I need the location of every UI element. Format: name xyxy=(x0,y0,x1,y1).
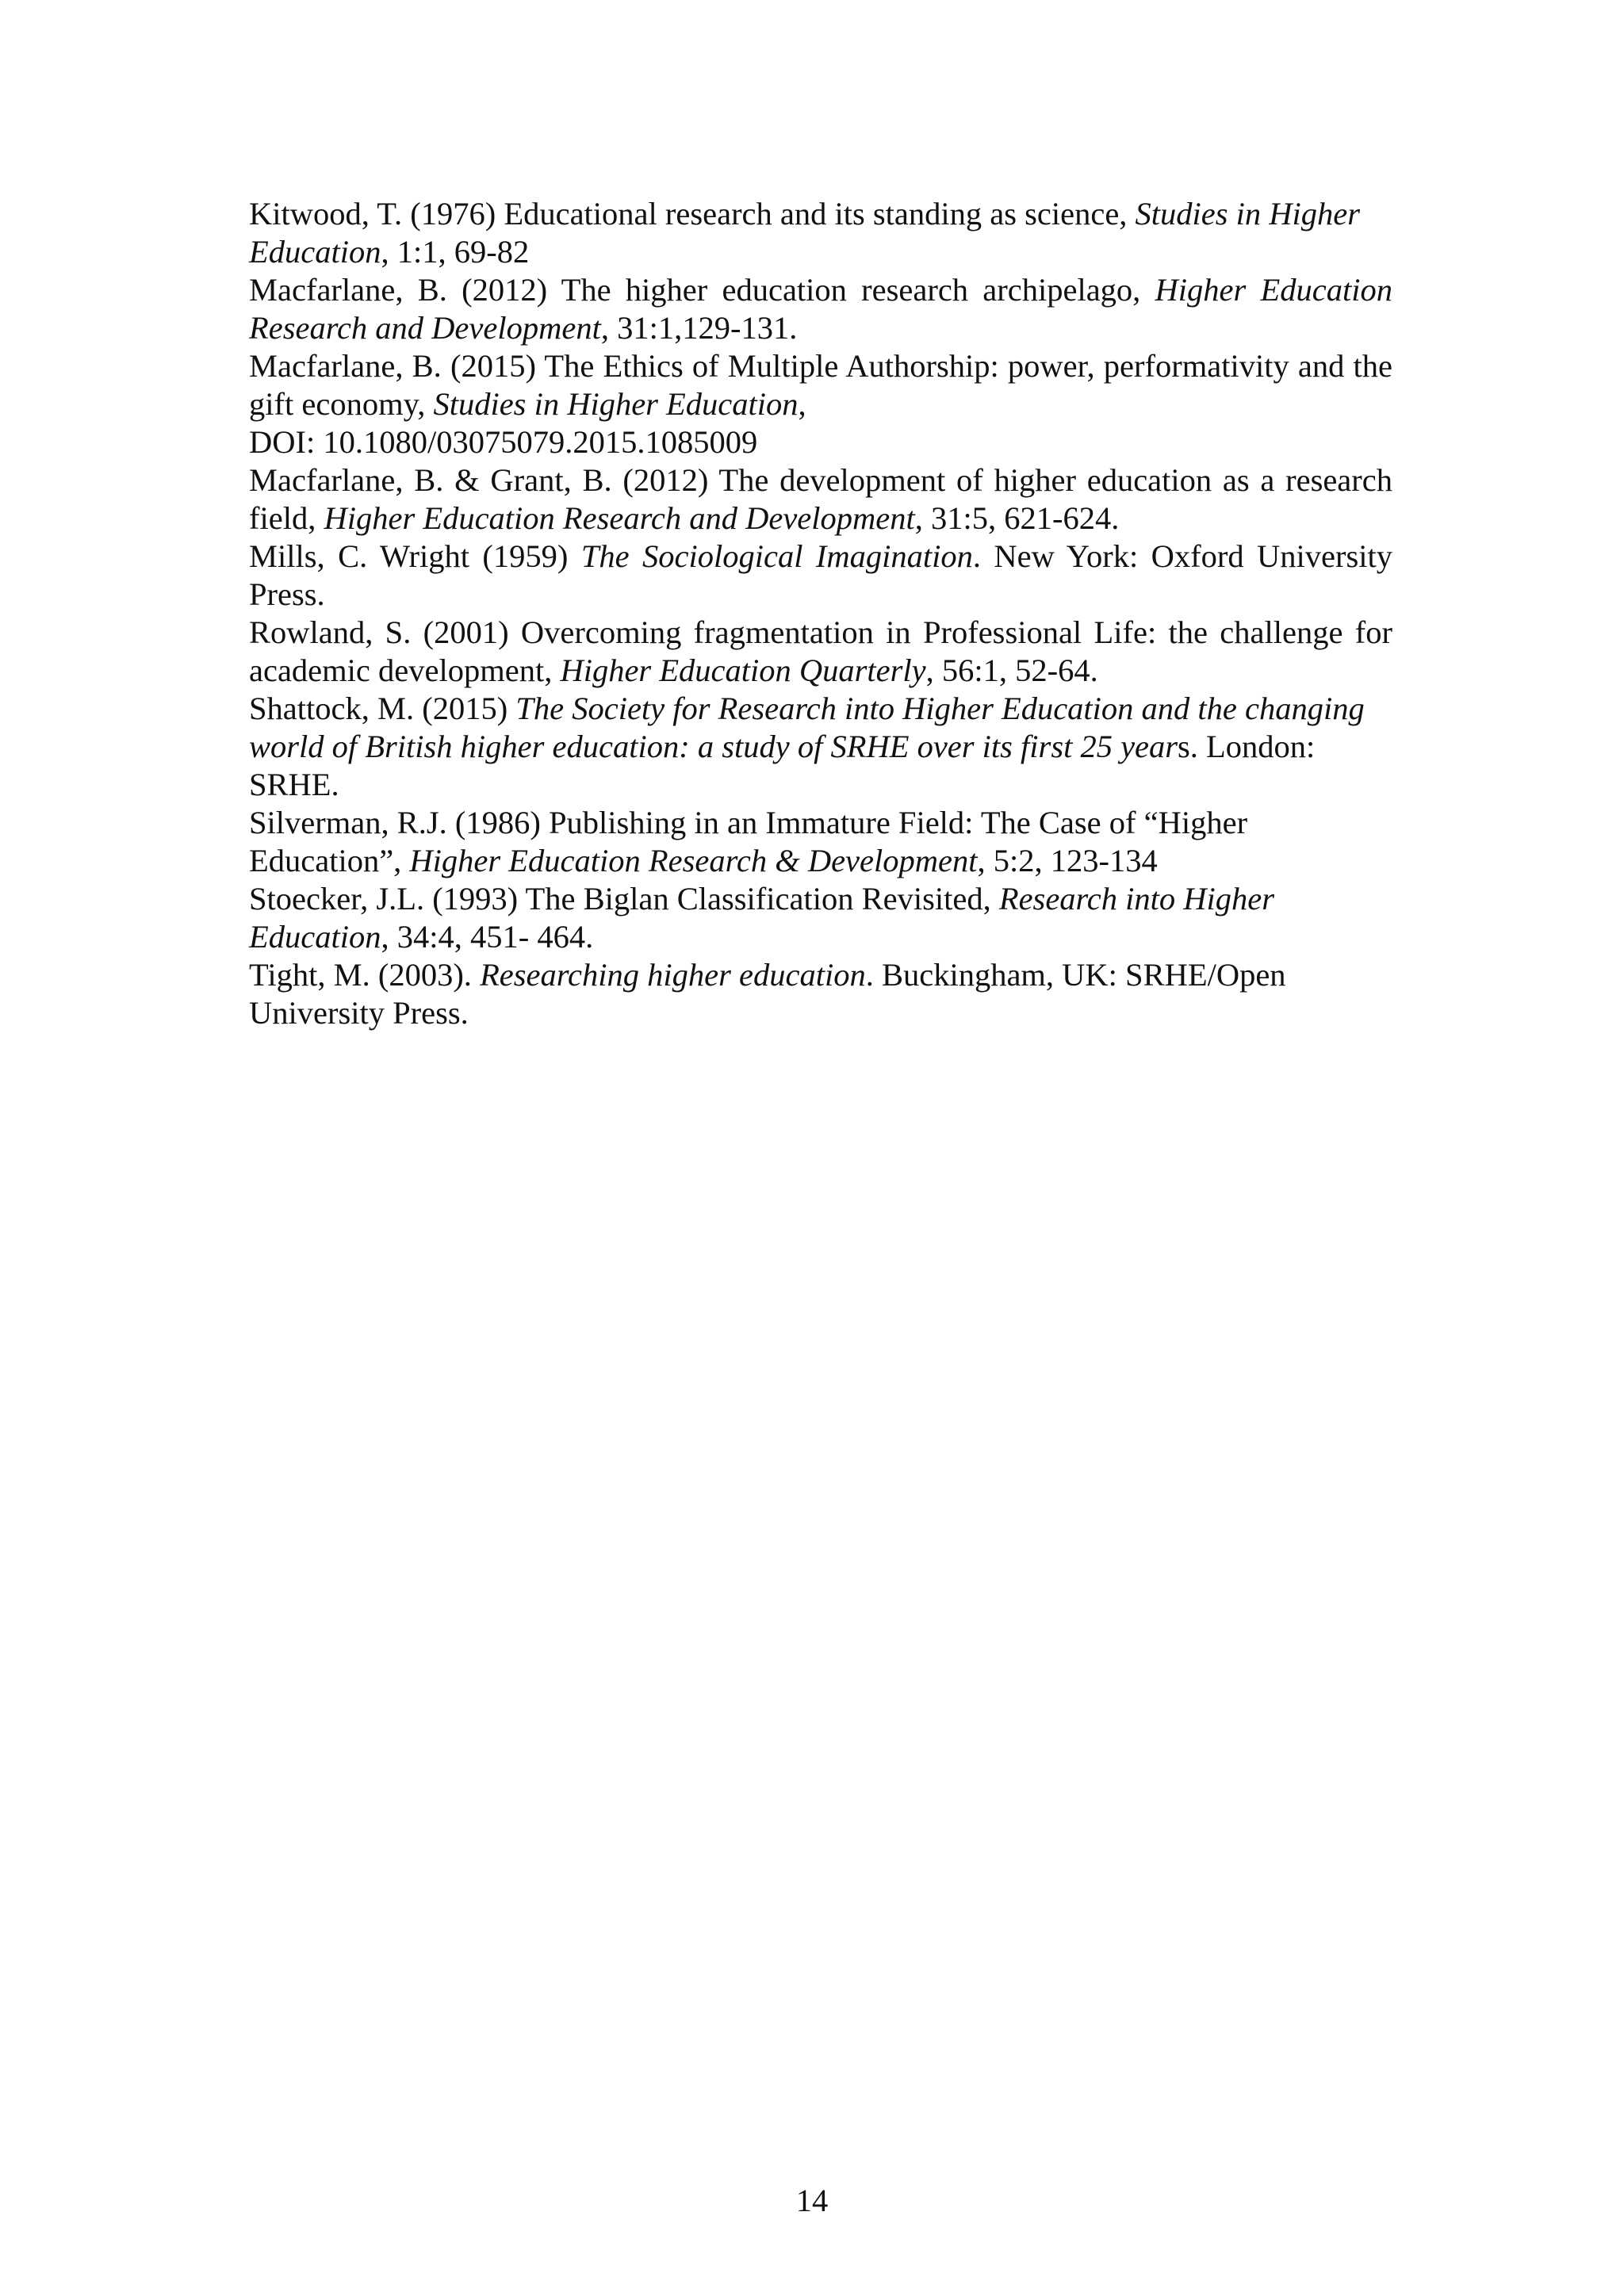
reference-text: Kitwood, T. (1976) Educational research and its standing as science, xyxy=(249,196,1136,232)
reference-text: Macfarlane, B. (2012) The higher education research archipelago, xyxy=(249,272,1155,308)
reference-shattock-2015 xyxy=(249,690,1392,804)
reference-journal: Higher Education Quarterly xyxy=(560,652,926,688)
reference-journal: Higher Education Research & Development xyxy=(409,843,978,878)
reference-stoecker-1993 xyxy=(249,880,1392,956)
reference-book-title: The Sociological Imagination xyxy=(580,538,973,574)
reference-tight-2003 xyxy=(249,956,1392,1032)
reference-kitwood-1976 xyxy=(249,195,1392,271)
reference-rowland-2001 xyxy=(249,614,1392,690)
reference-details: , 31:1,129-131. xyxy=(600,310,798,346)
reference-details: , 31:5, 621-624. xyxy=(914,500,1120,536)
reference-journal: Studies in Higher Education xyxy=(249,196,1361,270)
reference-details: , 1:1, 69-82 xyxy=(381,234,530,270)
reference-text: Mills, C. Wright (1959) xyxy=(249,538,581,574)
reference-doi: DOI: 10.1080/03075079.2015.1085009 xyxy=(249,424,758,460)
reference-macfarlane-grant-2012 xyxy=(249,461,1392,538)
reference-list xyxy=(249,195,1392,1032)
reference-details: . New York: Oxford University Press. xyxy=(249,538,1393,612)
reference-text: Silverman, R.J. (1986) Publishing in an Immature Field: The Case of “Higher Education”, xyxy=(249,805,1248,878)
reference-book-title: The Society for Research into Higher Education and the changing world of British higher education: a study of SRHE over its first 25 year xyxy=(249,691,1365,764)
reference-text: Shattock, M. (2015) xyxy=(249,691,516,726)
reference-macfarlane-2012a xyxy=(249,271,1392,347)
reference-silverman-1986 xyxy=(249,804,1392,880)
reference-text: Macfarlane, B. & Grant, B. (2012) The development of higher education as a research field, xyxy=(249,462,1392,536)
reference-details: , xyxy=(798,386,806,422)
reference-text: Rowland, S. (2001) Overcoming fragmentation in Professional Life: the challenge for academic development, xyxy=(249,614,1392,688)
reference-details: , 34:4, 451- 464. xyxy=(381,919,594,955)
reference-details: . Buckingham, UK: SRHE/Open University Press. xyxy=(249,957,1286,1031)
reference-journal: Higher Education Research and Development xyxy=(249,272,1392,346)
reference-details: s. London: SRHE. xyxy=(249,729,1316,802)
reference-text: Tight, M. (2003). xyxy=(249,957,481,993)
reference-details: , 5:2, 123-134 xyxy=(977,843,1158,878)
reference-mills-1959 xyxy=(249,538,1392,614)
reference-journal: Studies in Higher Education xyxy=(433,386,799,422)
reference-details: , 56:1, 52-64. xyxy=(925,652,1098,688)
reference-journal: Research into Higher Education xyxy=(249,881,1275,955)
reference-macfarlane-2015 xyxy=(249,347,1392,461)
reference-text: Stoecker, J.L. (1993) The Biglan Classification Revisited, xyxy=(249,881,999,916)
reference-journal: Higher Education Research and Development xyxy=(324,500,915,536)
reference-text: Macfarlane, B. (2015) The Ethics of Multiple Authorship: power, performativity and the gift economy, xyxy=(249,348,1392,422)
reference-book-title: Researching higher education xyxy=(480,957,866,993)
page-number: 14 xyxy=(795,2183,829,2218)
